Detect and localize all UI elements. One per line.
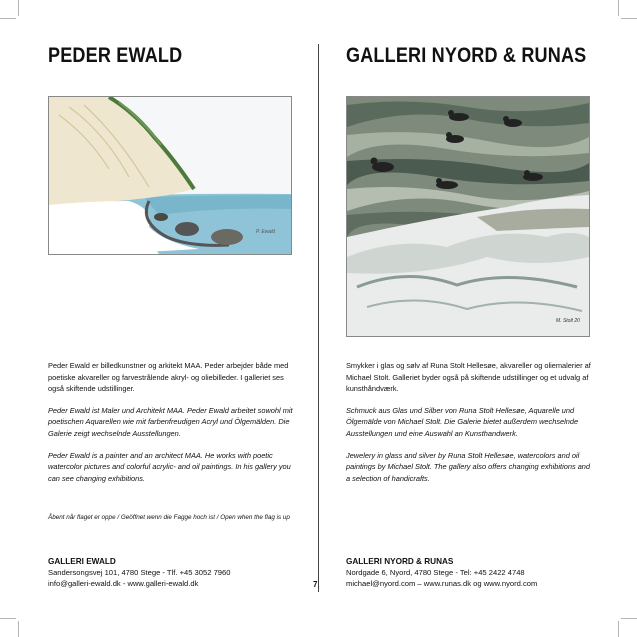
left-page-title: PEDER EWALD xyxy=(48,44,183,67)
page-number: 7 xyxy=(313,580,318,589)
paragraph-german: Schmuck aus Glas und Silber von Runa Stolt Hellesøe, Aquarelle und Ölgemälde von Michael Stolt. Die Galerie bietet außerdem wechselnde Ausstellungen und eine Auswahl an Kunsthandwerk. xyxy=(346,405,579,438)
crop-mark xyxy=(621,618,637,619)
page-divider xyxy=(318,44,319,592)
crop-mark xyxy=(618,0,619,16)
image-signature: M. Stolt 20 xyxy=(556,318,580,324)
crop-mark xyxy=(18,621,19,637)
gallery-contact: info@galleri-ewald.dk - www.galleri-ewald.dk xyxy=(48,579,199,588)
crop-mark xyxy=(621,18,637,19)
crop-mark xyxy=(618,621,619,637)
gallery-address: Nordgade 6, Nyord, 4780 Stege - Tel: +45 2422 4748 xyxy=(346,568,525,577)
gallery-contact: michael@nyord.com – www.runas.dk og www.nyord.com xyxy=(346,579,538,588)
paragraph-english: Peder Ewald is a painter and an architect MAA. He works with poetic watercolor pictures and colorful acrylic- and oil paintings. In his gallery you can see changing exhibitions. xyxy=(48,450,291,483)
right-footer xyxy=(346,556,537,589)
left-body xyxy=(48,360,298,494)
gallery-name: GALLERI NYORD & RUNAS xyxy=(346,557,454,566)
left-footer xyxy=(48,556,230,589)
paragraph-danish: Smykker i glas og sølv af Runa Stolt Hellesøe, akvareller og oliemalerier af Michael Stolt. Galleriet byder også på skiftende udstillinger og et udvalg af kunsthåndværk. xyxy=(346,361,591,394)
gallery-address: Sandersongsvej 101, 4780 Stege - Tlf. +45 3052 7960 xyxy=(48,568,231,577)
crop-mark xyxy=(0,18,16,19)
gallery-name: GALLERI EWALD xyxy=(48,557,116,566)
right-page-title: GALLERI NYORD & RUNAS xyxy=(346,44,587,67)
sea-ducks-painting-image xyxy=(346,96,590,337)
right-body xyxy=(346,360,596,494)
crop-mark xyxy=(0,618,16,619)
paragraph-english: Jewelery in glass and silver by Runa Stolt Hellesøe, watercolors and oil paintings by Michael Stolt. The gallery also offers changing exhibitions and a selection of handicrafts. xyxy=(346,450,591,483)
opening-flag-note: Åbent når flaget er oppe / Geöffnet wenn die Fagge hoch ist / Open when the flag is up xyxy=(48,514,290,521)
crop-mark xyxy=(18,0,19,16)
paragraph-danish: Peder Ewald er billedkunstner og arkitekt MAA. Peder arbejder både med poetiske akvareller og farvestrålende akryl- og oliebilleder. I galleriet ses også skiftende udstillinger. xyxy=(48,361,289,394)
image-signature: P. Ewald xyxy=(256,229,276,235)
paragraph-german: Peder Ewald ist Maler und Architekt MAA. Peder Ewald arbeitet sowohl mit poetischen Aquarellen wie mit farbenfreudigen Acryl und Ölgemälden. Die Galerie zeigt wechselnde Ausstellungen. xyxy=(48,405,293,438)
